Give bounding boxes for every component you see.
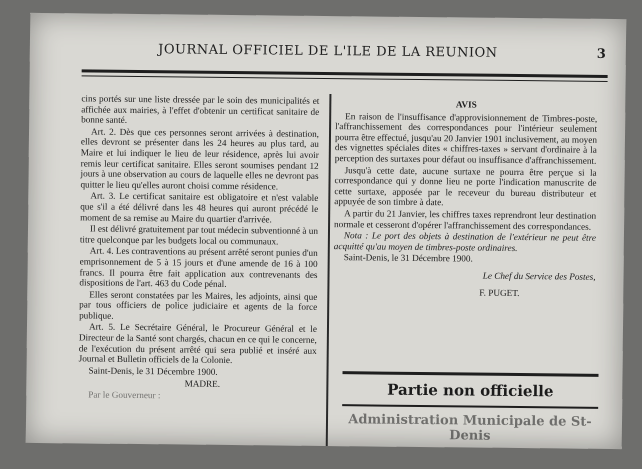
paragraph: Art. 2. Dès que ces personnes seront arrivées à destination, elles devront se présenter dans les 24 heures au plus tard, au Maire et lui indiquer le lieu de leur résidence, après lui avoir remis leur certificat sanitaire. Elles seront soumises pendant 12 jours à une observation au cours de laquelle elles ne devront pas quitter le lieu qu'elles auront choisi comme résidence. bbox=[80, 126, 320, 192]
paragraph: Jusqu'à cette date, aucune surtaxe ne pourra être perçue si la correspondance qui y donne lieu ne porte l'indication manuscrite de cette surtaxe, apposée par le receveur du bureau distributeur et appuyée de son timbre à date. bbox=[334, 164, 597, 208]
nota: Nota : Le port des objets à destination de l'extérieur ne peut être acquitté qu'au moyen de timbres-poste ordinaires. bbox=[333, 230, 596, 253]
avis-title: AVIS bbox=[455, 99, 477, 110]
paragraph: Art. 5. Le Secrétaire Général, le Procureur Général et le Directeur de la Santé sont chargés, chacun en ce qui le concerne, de l'exécution du présent arrêté qui sera publié et inséré aux Journal et Bulletin officiels de la Colonie. bbox=[78, 321, 318, 366]
footer-line: Par le Gouverneur : bbox=[88, 389, 161, 401]
paragraph: A partir du 21 Janvier, les chiffres taxes reprendront leur destination normale et cesseront d'opérer l'affranchissement des correspondances. bbox=[334, 208, 597, 232]
paragraph: Elles seront constatées par les Maires, les adjoints, ainsi que par tous officiers de police judiciaire et agents de la force publique. bbox=[79, 289, 318, 321]
subsection-title: Administration Municipale de St-Denis bbox=[348, 412, 592, 444]
section-rule-bottom bbox=[342, 404, 598, 409]
paragraph: cins portés sur une liste dressée par le soin des municipalités et affichée aux mairies, à l'effet d'obtenir un certificat sanitaire de bonne santé. bbox=[81, 93, 320, 126]
dateline: Saint-Denis, le 31 Décembre 1900. bbox=[343, 252, 473, 264]
section-rule-top bbox=[343, 371, 599, 377]
paragraph: Art. 3. Le certificat sanitaire est obligatoire et n'est valable que s'il a été délivré dans les 48 heures qui auront précédé le moment de sa remise au Maire du quartier d'arrivée. bbox=[80, 190, 319, 224]
newspaper-page bbox=[26, 13, 626, 449]
signature-name: F. PUGET. bbox=[479, 287, 520, 298]
column-divider bbox=[326, 94, 332, 449]
paragraph: Art. 4. Les contraventions au présent arrêté seront punies d'un emprisonnement de 5 à 15 jours et d'une amende de 16 à 100 francs. Il pourra être fait application aux contrevenants des dispositions de l'art. 463 du Code pénal. bbox=[79, 245, 318, 290]
signature: MADRE. bbox=[184, 378, 221, 390]
left-column bbox=[78, 93, 319, 403]
page-number: 3 bbox=[596, 46, 606, 62]
signature-title: Le Chef du Service des Postes, bbox=[482, 270, 596, 282]
paragraph: En raison de l'insuffisance d'approvisionnement de Timbres-poste, l'affranchissement des correspondances pour l'intérieur seulement pourra être effectué, jusqu'au 20 Janvier 1901 inclusivement, au moyen des vignettes spéciales dites « chiffres-taxes » servant d'ordinaire à la perception des surtaxes pour défaut ou insuffisance d'affranchissement. bbox=[334, 110, 598, 166]
paragraph: Il est délivré gratuitement par tout médecin subventionné à un titre quelconque par les budgets local ou communaux. bbox=[79, 223, 319, 247]
right-column bbox=[333, 96, 597, 300]
page-header-title: JOURNAL OFFICIEL DE L'ILE DE LA REUNION bbox=[158, 42, 498, 61]
dateline: Saint-Denis, le 31 Décembre 1900. bbox=[88, 365, 218, 377]
section-title: Partie non officielle bbox=[387, 380, 554, 401]
section-block bbox=[342, 371, 599, 445]
